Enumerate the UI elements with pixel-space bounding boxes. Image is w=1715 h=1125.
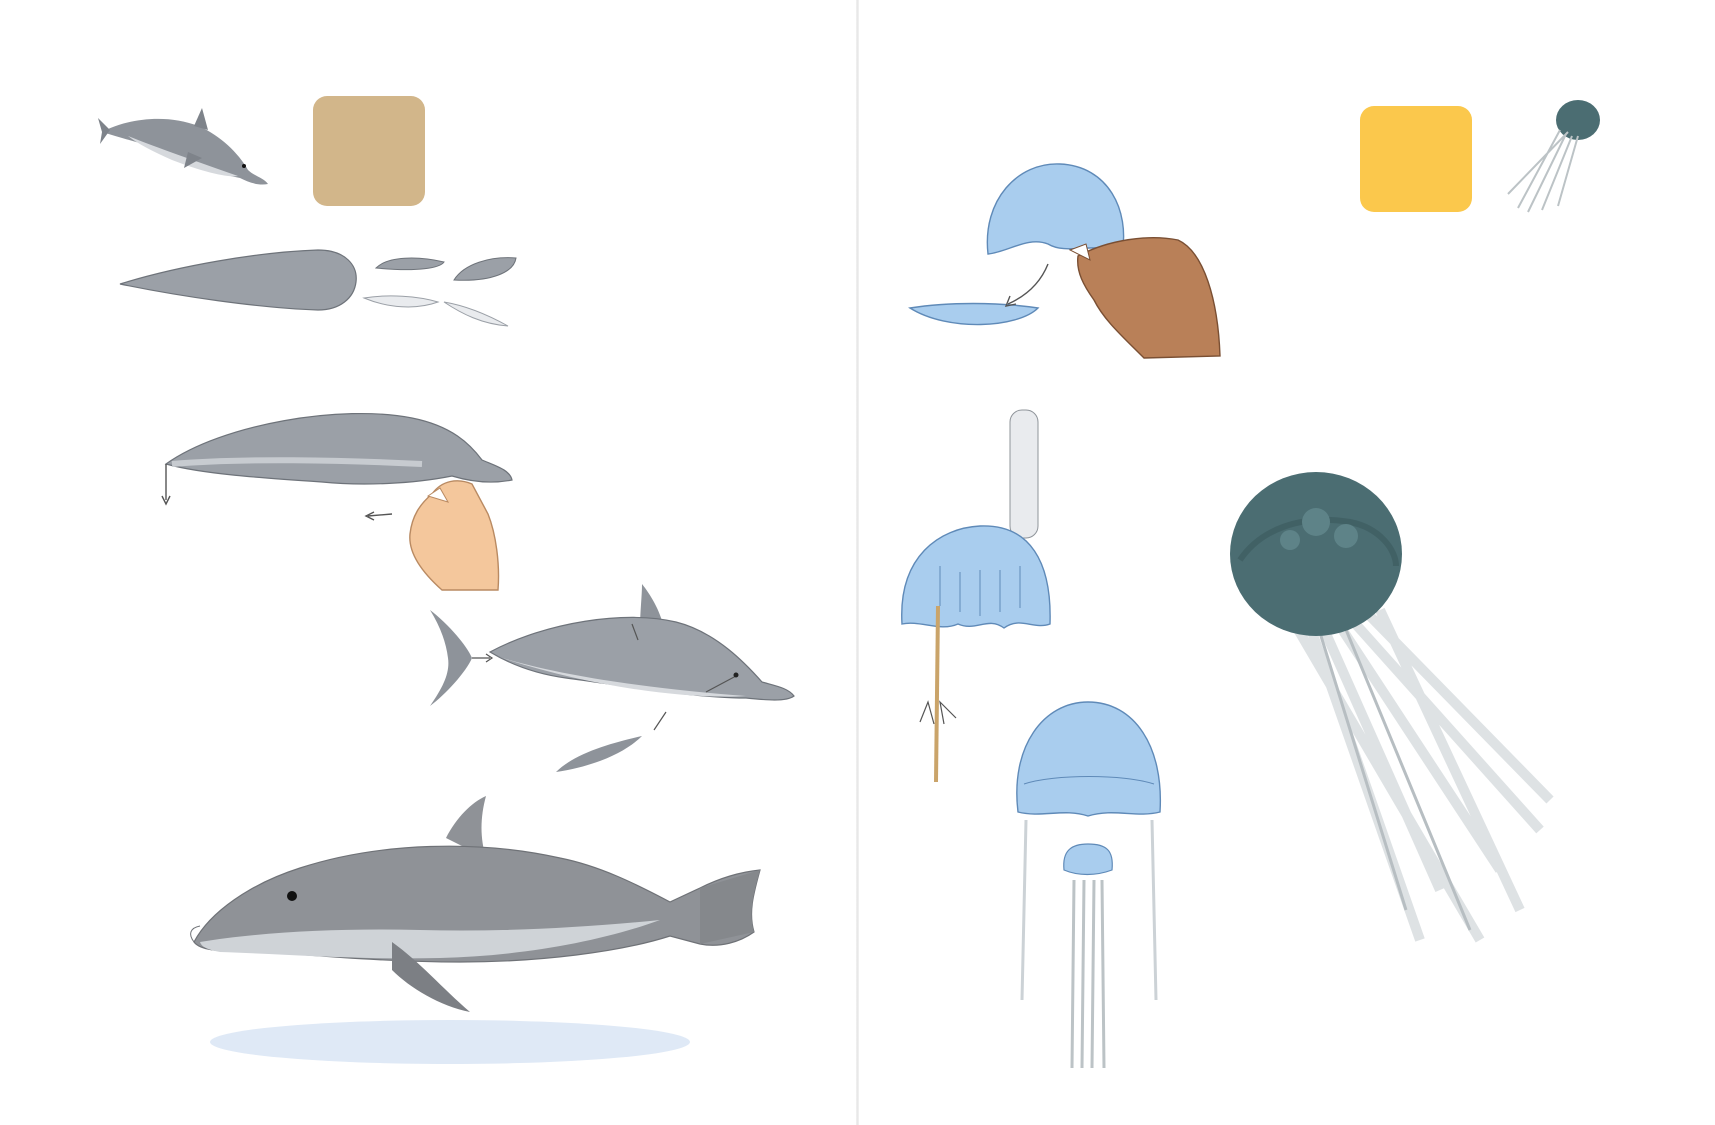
jellyfish-photo-large [1220, 470, 1580, 950]
bead-border-right [1648, 100, 1664, 600]
right-page [858, 0, 1715, 1125]
title-highlight [1360, 106, 1472, 212]
title-highlight [313, 96, 425, 206]
jelly-step1-illustration [908, 160, 1248, 400]
squiggle-border-left [48, 100, 74, 560]
jelly-step3-illustration [1014, 700, 1164, 1072]
left-page [0, 0, 857, 1125]
step2-illustration [162, 404, 532, 594]
dolphin-photo-large [180, 792, 780, 1082]
jellyfish-photo-small [1498, 98, 1608, 218]
bead-border-top [998, 56, 1468, 72]
step1-illustration [118, 244, 528, 334]
step3-illustration [426, 582, 816, 782]
dolphin-photo-small [98, 104, 273, 200]
squiggle-border-top [100, 48, 720, 74]
